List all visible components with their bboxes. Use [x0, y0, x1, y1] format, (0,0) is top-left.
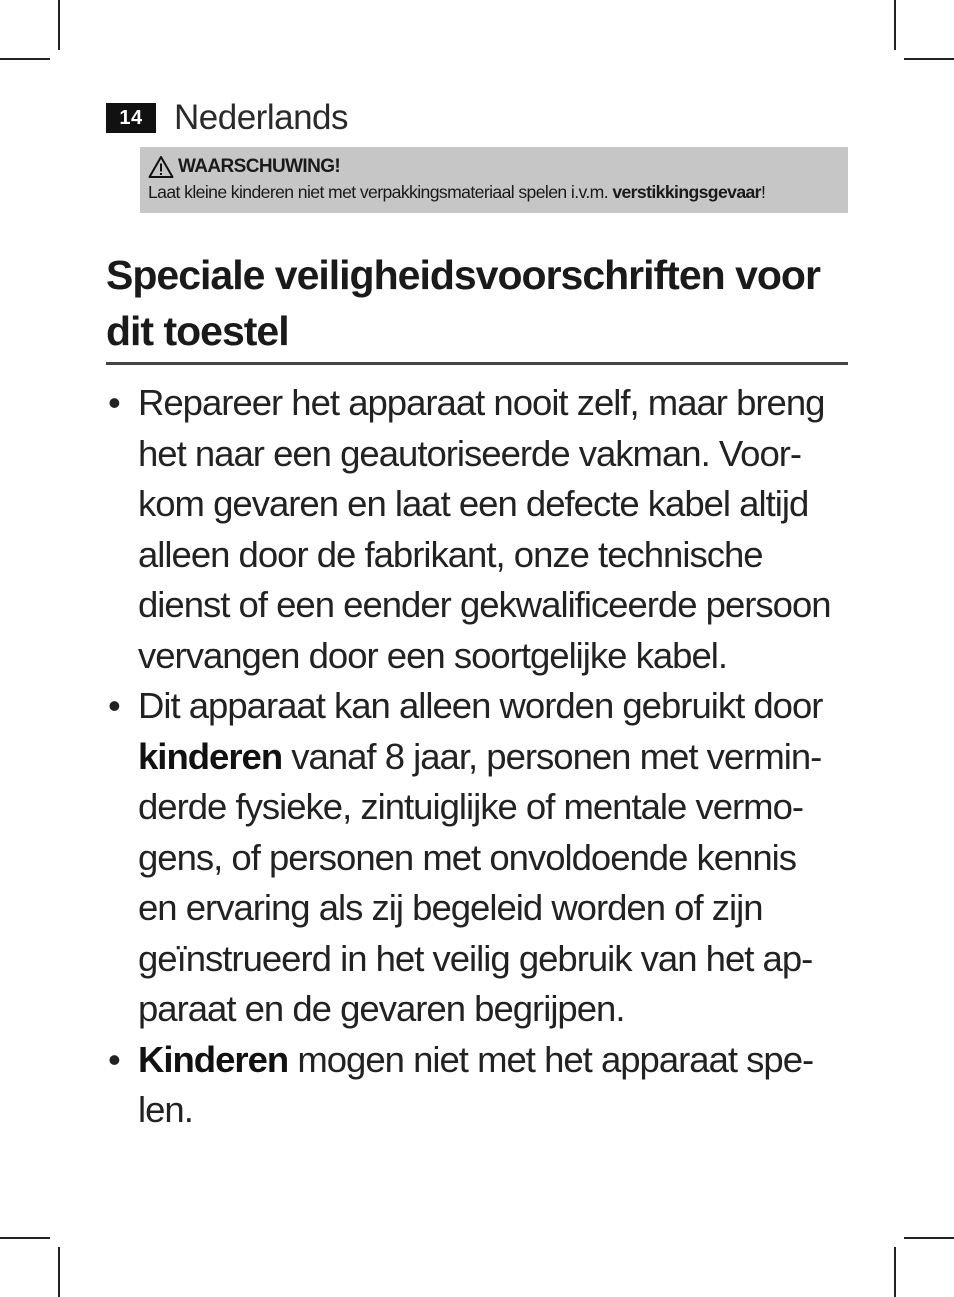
safety-list [106, 378, 854, 1136]
list-line: Repareer het apparaat nooit zelf, maar breng [138, 382, 825, 423]
language-label: Nederlands [174, 98, 348, 137]
crop-mark [0, 1237, 50, 1239]
list-item [106, 1035, 854, 1136]
list-line: en ervaring als zij begeleid worden of zijn [138, 887, 763, 928]
bold-word: kinderen [138, 735, 283, 777]
list-line: derde fysieke, zintuiglijke of mentale vermo- [138, 786, 804, 827]
list-line-rest: vanaf 8 jaar, personen met vermin- [282, 735, 822, 777]
crop-mark [894, 0, 896, 50]
list-item [106, 378, 854, 681]
bullet-dot: • [108, 685, 120, 726]
crop-mark [904, 1237, 954, 1239]
list-line: kom gevaren en laat een defecte kabel altijd [138, 483, 809, 524]
bold-word: Kinderen [138, 1038, 289, 1080]
warning-triangle-icon [148, 155, 174, 179]
crop-mark [58, 0, 60, 50]
crop-mark [894, 1247, 896, 1297]
warning-text-bold: verstikkingsgevaar [612, 182, 761, 202]
section-title-line: Speciale veiligheidsvoorschriften voor [106, 252, 820, 298]
crop-mark [904, 58, 954, 60]
warning-box [140, 147, 848, 213]
bullet-dot: • [108, 1038, 120, 1080]
list-line: gens, of personen met onvoldoende kennis [138, 836, 797, 878]
warning-title-row [148, 153, 840, 181]
list-line: vervangen door een soortgelijke kabel. [138, 634, 727, 676]
list-line: dienst of een eender gekwalificeerde persoon [138, 584, 831, 625]
list-line: het naar een geautoriseerde vakman. Voor- [138, 432, 802, 474]
list-line-rest: mogen niet met het apparaat spe- [288, 1038, 814, 1080]
section-title [106, 247, 848, 359]
list-line: Dit apparaat kan alleen worden gebruikt door [138, 685, 823, 726]
list-item [106, 681, 854, 1035]
crop-mark [58, 1247, 60, 1297]
list-line: alleen door de fabrikant, onze technische [138, 533, 763, 575]
list-line: geïnstrueerd in het veilig gebruik van het ap- [138, 937, 813, 979]
page-number: 14 [106, 103, 156, 133]
page-header [106, 96, 348, 140]
warning-title: WAARSCHUWING! [178, 156, 341, 177]
warning-text-end: ! [760, 182, 766, 202]
list-line [138, 732, 854, 783]
bullet-dot: • [108, 382, 120, 423]
list-line: paraat en de gevaren begrijpen. [138, 988, 625, 1029]
warning-text [148, 182, 840, 203]
list-line: len. [138, 1089, 193, 1130]
title-divider [106, 362, 848, 365]
crop-mark [0, 58, 50, 60]
warning-text-start: Laat kleine kinderen niet met verpakkingsmateriaal spelen i.v.m. [148, 182, 613, 202]
section-title-line: dit toestel [106, 308, 289, 354]
list-line [138, 1035, 854, 1086]
